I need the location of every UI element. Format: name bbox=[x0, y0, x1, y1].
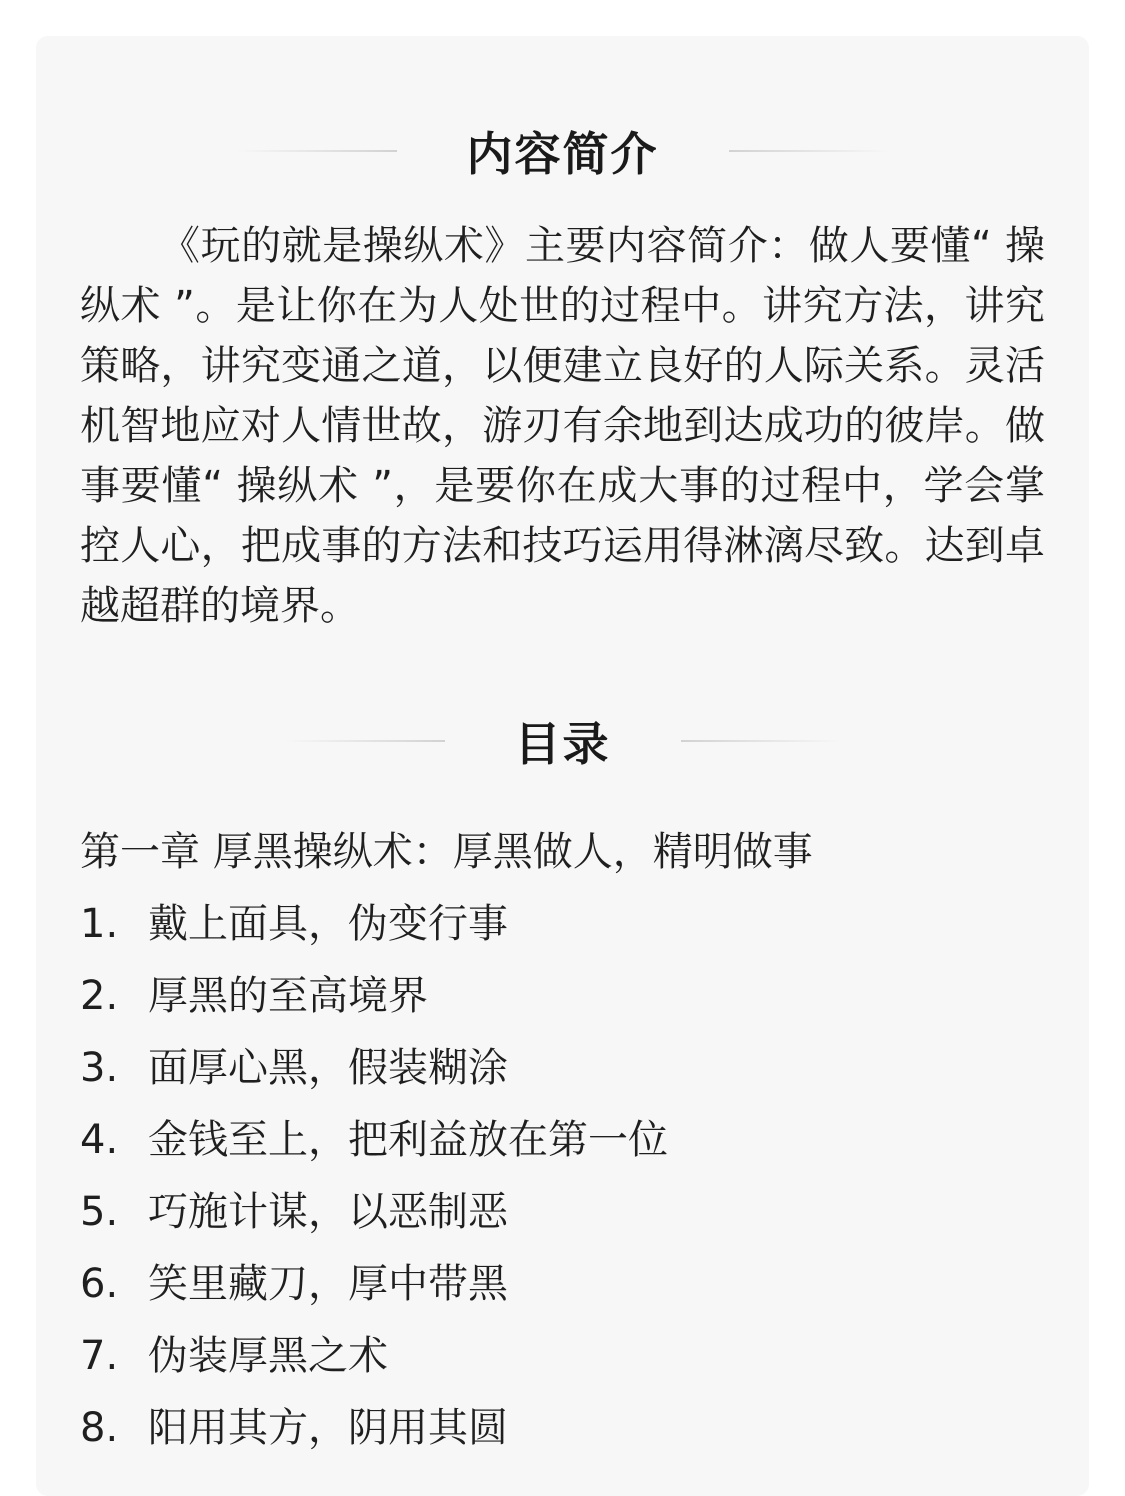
toc-item-number: 8. bbox=[80, 1405, 119, 1451]
content-card bbox=[36, 36, 1089, 1496]
toc-item[interactable] bbox=[80, 1176, 1045, 1248]
toc-item[interactable] bbox=[80, 960, 1045, 1032]
toc-item[interactable] bbox=[80, 1320, 1045, 1392]
toc-item-label: 伪装厚黑之术 bbox=[148, 1333, 388, 1379]
toc-item-number: 5. bbox=[80, 1189, 119, 1235]
divider-line-right bbox=[729, 150, 889, 152]
toc-item-label: 笑里藏刀，厚中带黑 bbox=[148, 1261, 508, 1307]
toc-title: 目录 bbox=[514, 717, 611, 771]
toc-item-number: 1. bbox=[80, 901, 119, 947]
intro-text: 《玩的就是操纵术》主要内容简介：做人要懂“ 操纵术 ”。是让你在为人处世的过程中。讲究方法，讲究策略，讲究变通之道，以便建立良好的人际关系。灵活机智地应对人情世故，游刃有余地到达成功的彼岸。做事要懂“ 操纵术 ”，是要你在成大事的过程中，学会掌控人心，把成事的方法和技巧运用得淋漓尽致。达到卓越超群的境界。 bbox=[80, 223, 1045, 629]
divider-line-left bbox=[285, 740, 445, 742]
toc-header bbox=[80, 706, 1045, 776]
toc-item-label: 阳用其方，阴用其圆 bbox=[148, 1405, 508, 1451]
intro-title: 内容简介 bbox=[466, 127, 659, 181]
toc-item[interactable] bbox=[80, 1248, 1045, 1320]
intro-header bbox=[80, 116, 1045, 186]
divider-line-right bbox=[681, 740, 841, 742]
toc-item-number: 3. bbox=[80, 1045, 119, 1091]
toc-item-label: 戴上面具，伪变行事 bbox=[148, 901, 508, 947]
toc-item[interactable] bbox=[80, 1032, 1045, 1104]
toc-item-number: 6. bbox=[80, 1261, 119, 1307]
toc-list bbox=[80, 816, 1045, 1464]
toc-item-label: 金钱至上，把利益放在第一位 bbox=[148, 1117, 668, 1163]
toc-item-label: 巧施计谋，以恶制恶 bbox=[148, 1189, 508, 1235]
toc-item-label: 面厚心黑，假装糊涂 bbox=[148, 1045, 508, 1091]
toc-item-number: 2. bbox=[80, 973, 119, 1019]
toc-item[interactable] bbox=[80, 888, 1045, 960]
toc-chapter[interactable]: 第一章 厚黑操纵术：厚黑做人，精明做事 bbox=[80, 829, 813, 875]
divider-line-left bbox=[237, 150, 397, 152]
toc-item[interactable] bbox=[80, 1392, 1045, 1464]
toc-item-label: 厚黑的至高境界 bbox=[148, 973, 428, 1019]
toc-item[interactable] bbox=[80, 1104, 1045, 1176]
toc-item-number: 4. bbox=[80, 1117, 119, 1163]
toc-item-number: 7. bbox=[80, 1333, 119, 1379]
